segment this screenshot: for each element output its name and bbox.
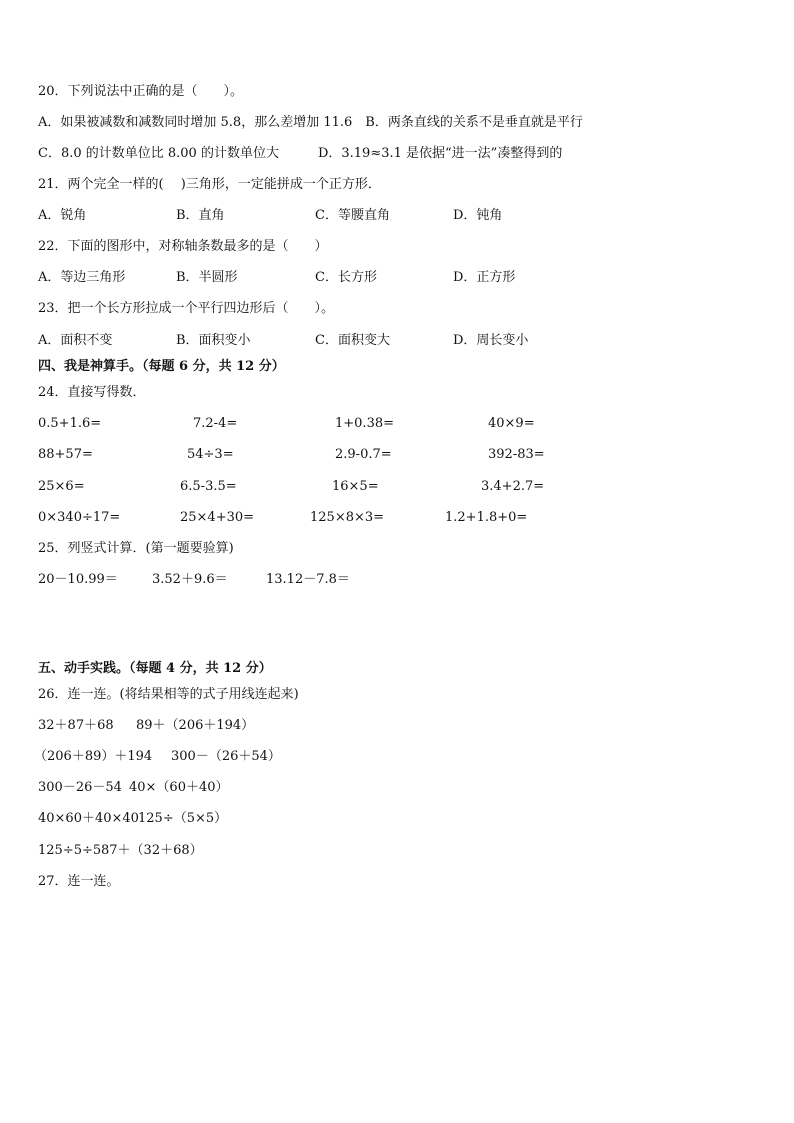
q24-item: 125×8×3= — [310, 510, 385, 525]
q24-item: 1.2+1.8+0= — [445, 510, 528, 525]
q22-option-c: C．长方形 — [315, 270, 377, 285]
q26-left-expr: 32＋87＋68 — [38, 718, 114, 733]
q23-option-d: D．周长变小 — [453, 333, 529, 348]
q23-option-b: B．面积变小 — [176, 333, 251, 348]
q24-item: 2.9-0.7= — [335, 447, 392, 462]
q26-right-expr: 87＋（32＋68） — [101, 843, 203, 858]
q24-item: 6.5-3.5= — [180, 479, 237, 494]
q20-options-row1: A．如果被减数和减数同时增加 5.8，那么差增加 11.6 B．两条直线的关系不是垂直就是平行 — [38, 115, 583, 130]
q24-row-1 — [0, 416, 794, 432]
q21-option-b: B．直角 — [176, 208, 225, 223]
q25-item: 3.52＋9.6＝ — [152, 572, 228, 587]
q23-stem: 23．把一个长方形拉成一个平行四边形后（ ）。 — [38, 301, 335, 316]
q24-item: 7.2-4= — [193, 416, 238, 431]
q25-item: 20－10.99＝ — [38, 572, 118, 587]
q22-option-b: B．半圆形 — [176, 270, 238, 285]
q24-item: 25×6= — [38, 479, 85, 494]
q26-row-2 — [0, 749, 794, 765]
q22-option-a: A．等边三角形 — [38, 270, 126, 285]
q26-right-expr: 89＋（206＋194） — [136, 718, 255, 733]
q23-option-a: A．面积不变 — [38, 333, 113, 348]
q25-item: 13.12－7.8＝ — [266, 572, 350, 587]
q26-left-expr: （206＋89）＋194 — [34, 749, 153, 764]
q25-items — [0, 572, 794, 588]
q22-stem: 22．下面的图形中，对称轴条数最多的是（ ） — [38, 239, 328, 254]
q24-item: 88+57= — [38, 447, 93, 462]
q22-option-d: D．正方形 — [453, 270, 516, 285]
q24-stem: 24．直接写得数． — [38, 385, 146, 400]
q24-item: 0.5+1.6= — [38, 416, 102, 431]
q26-right-expr: 300－（26＋54） — [171, 749, 281, 764]
q24-item: 16×5= — [332, 479, 379, 494]
q21-options — [0, 208, 794, 224]
q26-row-4 — [0, 811, 794, 827]
q22-options — [0, 270, 794, 286]
q24-item: 1+0.38= — [335, 416, 395, 431]
q26-left-expr: 125÷5÷5 — [38, 843, 102, 858]
q26-right-expr: 125÷（5×5） — [138, 811, 228, 826]
q26-right-expr: 40×（60＋40） — [129, 780, 229, 795]
section4-title: 四、我是神算手。（每题 6 分，共 12 分） — [38, 359, 285, 374]
q24-item: 25×4+30= — [180, 510, 255, 525]
q24-row-4 — [0, 510, 794, 526]
q24-item: 0×340÷17= — [38, 510, 121, 525]
q23-options — [0, 333, 794, 349]
q24-row-2 — [0, 447, 794, 463]
q24-item: 3.4+2.7= — [481, 479, 545, 494]
q26-row-5 — [0, 843, 794, 859]
q20-options-row2: C．8.0 的计数单位比 8.00 的计数单位大 D．3.19≈3.1 是依据“进一法”凑整得到的 — [38, 146, 563, 161]
q27-stem: 27．连一连。 — [38, 874, 120, 889]
q26-left-expr: 40×60＋40×40 — [38, 811, 139, 826]
q21-stem: 21．两个完全一样的( )三角形，一定能拼成一个正方形． — [38, 177, 381, 192]
q26-stem: 26．连一连。(将结果相等的式子用线连起来) — [38, 687, 299, 702]
q26-row-1 — [0, 718, 794, 734]
q24-item: 40×9= — [488, 416, 535, 431]
q21-option-c: C．等腰直角 — [315, 208, 390, 223]
q26-row-3 — [0, 780, 794, 796]
q24-row-3 — [0, 479, 794, 495]
q20-stem: 20．下列说法中正确的是（ ）。 — [38, 84, 244, 99]
q21-option-a: A．锐角 — [38, 208, 87, 223]
q21-option-d: D．钝角 — [453, 208, 503, 223]
q23-option-c: C．面积变大 — [315, 333, 390, 348]
q25-stem: 25．列竖式计算．(第一题要验算) — [38, 541, 234, 556]
section5-title: 五、动手实践。（每题 4 分，共 12 分） — [38, 661, 272, 676]
q24-item: 54÷3= — [187, 447, 234, 462]
q24-item: 392-83= — [488, 447, 545, 462]
q26-left-expr: 300－26－54 — [38, 780, 122, 795]
